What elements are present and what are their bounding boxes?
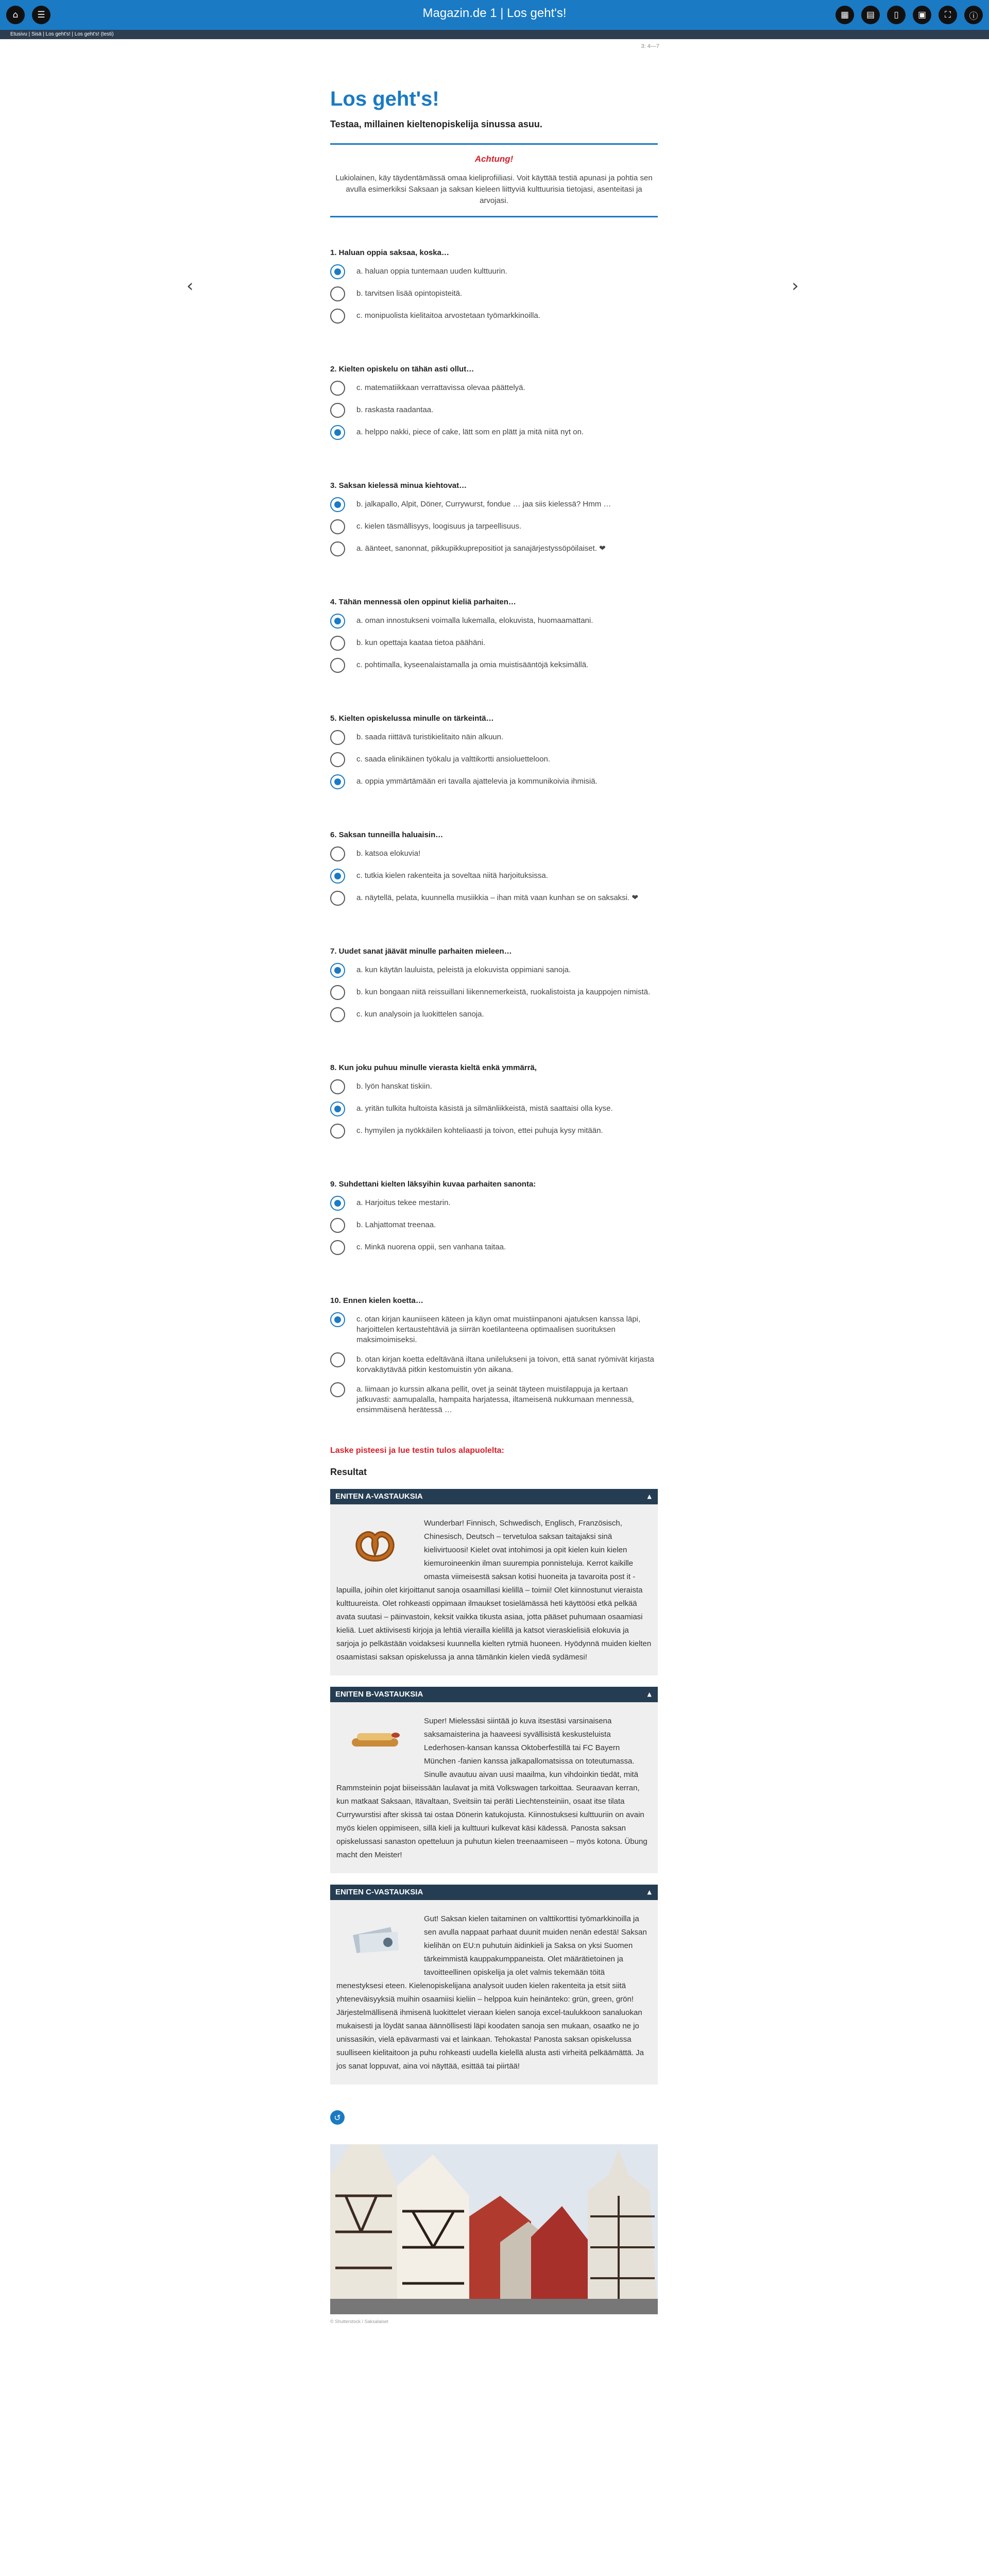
info-icon[interactable]: ⓘ: [964, 6, 983, 24]
score-hint: Laske pisteesi ja lue testin tulos alapuolelta:: [330, 1446, 504, 1455]
option-label: c. pohtimalla, kyseenalaistamalla ja omia muistisääntöjä keksimällä.: [356, 660, 589, 669]
option-label: c. saada elinikäinen työkalu ja valttikortti ansioluetteloon.: [356, 755, 551, 764]
radio-button[interactable]: [330, 264, 345, 279]
radio-button[interactable]: [330, 1312, 345, 1327]
radio-button[interactable]: [330, 381, 345, 396]
question-10: [330, 1296, 658, 1415]
option-label: a. Harjoitus tekee mestarin.: [356, 1198, 451, 1207]
grid-icon[interactable]: ▦: [835, 6, 854, 24]
book-icon[interactable]: ▤: [861, 6, 880, 24]
answer-option[interactable]: [330, 963, 658, 978]
radio-button[interactable]: [330, 1196, 345, 1211]
page-title: Los geht's!: [330, 88, 439, 110]
option-label: a. haluan oppia tuntemaan uuden kulttuurin.: [356, 267, 507, 276]
answer-option[interactable]: [330, 752, 658, 767]
question-5: [330, 714, 658, 789]
question-title: 7. Uudet sanat jäävät minulle parhaiten mieleen…: [330, 947, 512, 956]
radio-button[interactable]: [330, 1382, 345, 1397]
answer-option[interactable]: [330, 541, 658, 556]
result-text: Wunderbar! Finnisch, Schwedisch, Englisch, Französisch, Chinesisch, Deutsch – tervetuloa saksan taitajaksi sinä kielivirtuoosi! Kielet ovat intohimosi ja opit kielen kuin kielen kiemuroineenkin ilman suurempia ponnisteluja. Kerrot kaikille omasta viimeisestä saksan kotisi huoneita ja tavaroita post it -lapuilla, joihin olet kirjoittanut sanoja osaamillasi kielillä – toimii! Olet kiinnostunut vieraista kulttuureista. Olet rohkeasti oppimaan ilmaukset tosielämässä heti käyttöösi etkä pelkää avata suutasi – päinvastoin, keksit vaikka tikusta asiaa, jotta pääset puhumaan osaamiasi kieliä. Luet aktiivisesti kirjoja ja lehtiä vierailla kielillä ja katsot vieraskielisiä elokuvia ja sarjoja jo pelkästään voidaksesi kuunnella kielten rytmiä huoneen. Hyödynnä muiden kielten osaamistasi saksan opiskelussa ja anna tämänkin kielen viedä sydämesi!: [336, 1519, 652, 1662]
result-header[interactable]: [330, 1687, 658, 1702]
photo-caption: © Shutterstock / Saksalaiset: [330, 2319, 388, 2324]
question-title: 9. Suhdettani kielten läksyihin kuvaa parhaiten sanonta:: [330, 1180, 536, 1189]
answer-option[interactable]: [330, 1218, 658, 1233]
result-panel: [330, 1489, 658, 1675]
question-7: [330, 947, 658, 1022]
radio-button[interactable]: [330, 1079, 345, 1094]
answer-option[interactable]: [330, 891, 658, 906]
half-timbered-houses-image: [330, 2144, 658, 2314]
radio-button[interactable]: [330, 658, 345, 673]
question-title: 8. Kun joku puhuu minulle vierasta kieltä enkä ymmärrä,: [330, 1063, 537, 1072]
option-label: b. raskasta raadantaa.: [356, 405, 434, 414]
radio-button[interactable]: [330, 286, 345, 301]
result-header-label: ENITEN A-VASTAUKSIA: [335, 1492, 423, 1501]
radio-button[interactable]: [330, 403, 345, 418]
option-label: b. katsoa elokuvia!: [356, 849, 421, 858]
chevron-up-icon[interactable]: ▲: [647, 1493, 652, 1500]
question-1: [330, 248, 658, 324]
app-title: Magazin.de 1 | Los geht's!: [422, 6, 567, 20]
result-text: Gut! Saksan kielen taitaminen on valttikorttisi työmarkkinoilla ja sen avulla nappaat parhaat duunit muiden nenän edestä! Saksan kielihän on EU:n puhutuin äidinkieli ja Saksa on yksi Suomen tärkeimmistä kauppakumppaneista. Olet määrätietoinen ja tavoitteellinen opiskelija ja olet valmis tekemään töitä menestyksesi eteen. Kielenopiskelijana analysoit uuden kielen rakenteita ja etsit siitä yhteneväisyyksiä muihin osaamiisi kieliin – helppoa kuin heinänteko: grün, green, grön! Järjestelmällisenä ihmisenä luokittelet vieraan kielen sanoja excel-taulukkoon sanaluokan mukaisesti ja löydät sanaa äännöllisesti läpi koodaten sanoja sen mukaan, osaatko ne jo unissasikin, vielä epävarmasti vai et lainkaan. Tehokasta! Panosta saksan opiskelussa suulliseen kielitaitoon ja puhu rohkeasti uudella kielellä alusta asti virheitä pelkäämättä. Ja jos sanat loppuvat, aina voi näyttää, esittää tai piirtää!: [336, 1914, 647, 2071]
answer-option[interactable]: [330, 985, 658, 1000]
result-body: [330, 1504, 658, 1675]
reset-icon[interactable]: ↺: [330, 2110, 345, 2125]
option-label: b. lyön hanskat tiskiin.: [356, 1082, 432, 1091]
option-label: c. hymyilen ja nyökkäilen kohteliaasti ja toivon, ettei puhuja kysy mitään.: [356, 1126, 603, 1135]
option-label: c. otan kirjan kauniiseen käteen ja käyn omat muistiinpanoni ajatuksen kanssa läpi, harjoittelen kertaustehtäviä ja siirrän koetilanteena optimaalisen suorituksen maksimoimiseksi.: [356, 1315, 641, 1344]
radio-button[interactable]: [330, 963, 345, 978]
page-subtitle: Testaa, millainen kieltenopiskelija sinussa asuu.: [330, 119, 542, 129]
radio-button[interactable]: [330, 730, 345, 745]
answer-option[interactable]: [330, 1101, 658, 1116]
result-body: [330, 1702, 658, 1873]
answer-option[interactable]: [330, 497, 658, 512]
answer-option[interactable]: [330, 869, 658, 884]
answer-option[interactable]: [330, 403, 658, 418]
question-2: [330, 365, 658, 440]
pretzel-icon: [347, 1520, 403, 1566]
option-label: c. kielen täsmällisyys, loogisuus ja tarpeellisuus.: [356, 522, 522, 531]
radio-button[interactable]: [330, 1352, 345, 1367]
radio-button[interactable]: [330, 869, 345, 884]
radio-button[interactable]: [330, 1101, 345, 1116]
answer-option[interactable]: [330, 774, 658, 789]
answer-option[interactable]: [330, 425, 658, 440]
radio-button[interactable]: [330, 519, 345, 534]
radio-button[interactable]: [330, 774, 345, 789]
radio-button[interactable]: [330, 541, 345, 556]
option-label: c. monipuolista kielitaitoa arvostetaan työmarkkinoilla.: [356, 311, 540, 320]
answer-option[interactable]: [330, 1352, 658, 1375]
chevron-up-icon[interactable]: ▲: [647, 1691, 652, 1698]
result-header-label: ENITEN B-VASTAUKSIA: [335, 1690, 423, 1699]
radio-button[interactable]: [330, 1007, 345, 1022]
question-8: [330, 1063, 658, 1139]
question-title: 3. Saksan kielessä minua kiehtovat…: [330, 481, 467, 490]
answer-option[interactable]: [330, 846, 658, 861]
question-title: 6. Saksan tunneilla haluaisin…: [330, 831, 444, 839]
option-label: c. matematiikkaan verrattavissa olevaa päättelyä.: [356, 383, 525, 392]
radio-button[interactable]: [330, 636, 345, 651]
answer-option[interactable]: [330, 519, 658, 534]
option-label: c. kun analysoin ja luokittelen sanoja.: [356, 1010, 484, 1019]
option-label: c. Minkä nuorena oppii, sen vanhana taitaa.: [356, 1243, 506, 1251]
main-content: [330, 88, 658, 2324]
option-label: b. tarvitsen lisää opintopisteitä.: [356, 289, 463, 298]
answer-option[interactable]: [330, 1124, 658, 1139]
radio-button[interactable]: [330, 985, 345, 1000]
results-heading: Resultat: [330, 1467, 367, 1477]
breadcrumb[interactable]: Etusivu | Sisä | Los geht's! | Los geht's! (testi): [0, 30, 989, 39]
achtung-label: Achtung!: [474, 154, 514, 164]
result-body: [330, 1900, 658, 2084]
radio-button[interactable]: [330, 425, 345, 440]
chevron-left-icon[interactable]: ‹: [186, 276, 194, 296]
question-title: 5. Kielten opiskelussa minulle on tärkeintä…: [330, 714, 494, 723]
question-3: [330, 481, 658, 556]
info-text: Lukiolainen, käy täydentämässä omaa kieliprofiiliasi. Voit käyttää testiä apunasi ja pohtia sen avulla esimerkiksi Saksaan ja saksan kieleen liittyviä kulttuurisia tietojasi, asenteitasi ja arvojasi.: [335, 174, 653, 205]
answer-option[interactable]: [330, 1007, 658, 1022]
menu-icon[interactable]: ☰: [32, 6, 50, 24]
option-label: a. näytellä, pelata, kuunnella musiikkia – ihan mitä vaan kunhan se on saksaksi. ❤: [356, 893, 639, 902]
option-label: b. saada riittävä turistikielitaito näin alkuun.: [356, 733, 504, 741]
radio-button[interactable]: [330, 846, 345, 861]
radio-button[interactable]: [330, 1124, 345, 1139]
radio-button[interactable]: [330, 309, 345, 324]
option-label: a. helppo nakki, piece of cake, lätt som en plätt ja mitä niitä nyt on.: [356, 428, 584, 436]
question-title: 2. Kielten opiskelu on tähän asti ollut…: [330, 365, 474, 374]
answer-option[interactable]: [330, 1312, 658, 1345]
radio-button[interactable]: [330, 752, 345, 767]
answer-option[interactable]: [330, 614, 658, 629]
question-6: [330, 831, 658, 906]
option-label: c. tutkia kielen rakenteita ja soveltaa niitä harjoituksissa.: [356, 871, 548, 880]
option-label: a. kun käytän lauluista, peleistä ja elokuvista oppimiani sanoja.: [356, 965, 571, 974]
fullscreen-icon[interactable]: ⛶: [939, 6, 957, 24]
option-label: a. oppia ymmärtämään eri tavalla ajattelevia ja kommunikoivia ihmisiä.: [356, 777, 598, 786]
option-label: a. liimaan jo kurssin alkana pellit, ovet ja seinät täyteen muistilappuja ja kertaan jatkuvasti: aamupalalla, hampaita harjatessa, iltameisenä nukkumaan mennessä, ensimmäisenä herätessä …: [356, 1385, 634, 1414]
top-bar: [0, 0, 989, 30]
bookmark-icon[interactable]: ▯: [887, 6, 906, 24]
result-panel: [330, 1687, 658, 1873]
answer-option[interactable]: [330, 636, 658, 651]
result-panel: [330, 1885, 658, 2084]
result-header[interactable]: [330, 1885, 658, 1900]
option-label: a. oman innostukseni voimalla lukemalla, elokuvista, huomaamattani.: [356, 616, 593, 625]
questions-list: [330, 248, 658, 1415]
answer-option[interactable]: [330, 286, 658, 301]
answer-option[interactable]: [330, 1079, 658, 1094]
radio-button[interactable]: [330, 497, 345, 512]
print-icon[interactable]: ▣: [913, 6, 931, 24]
radio-button[interactable]: [330, 1218, 345, 1233]
home-icon[interactable]: ⌂: [6, 6, 25, 24]
chevron-up-icon[interactable]: ▲: [647, 1889, 652, 1895]
answer-option[interactable]: [330, 730, 658, 745]
option-label: a. yritän tulkita hultoista käsistä ja silmänliikkeistä, mistä saattaisi olla kyse.: [356, 1104, 613, 1113]
question-title: 10. Ennen kielen koetta…: [330, 1296, 423, 1305]
radio-button[interactable]: [330, 891, 345, 906]
option-label: b. kun opettaja kaataa tietoa päähäni.: [356, 638, 486, 647]
option-label: a. äänteet, sanonnat, pikkupikkuprepositiot ja sanajärjestyssöpöilaiset. ❤: [356, 544, 606, 553]
option-label: b. Lahjattomat treenaa.: [356, 1221, 436, 1229]
answer-option[interactable]: [330, 264, 658, 279]
option-label: b. jalkapallo, Alpit, Döner, Currywurst, fondue … jaa siis kielessä? Hmm …: [356, 500, 611, 509]
euro-notes-icon: [347, 1916, 403, 1962]
chevron-right-icon[interactable]: ›: [792, 276, 799, 296]
sausage-icon: [347, 1718, 403, 1764]
question-title: 4. Tähän mennessä olen oppinut kieliä parhaiten…: [330, 598, 516, 606]
answer-option[interactable]: [330, 381, 658, 396]
question-title: 1. Haluan oppia saksaa, koska…: [330, 248, 449, 257]
answer-option[interactable]: [330, 309, 658, 324]
info-box: [330, 143, 658, 217]
answer-option[interactable]: [330, 1382, 658, 1415]
answer-option[interactable]: [330, 1240, 658, 1255]
answer-option[interactable]: [330, 1196, 658, 1211]
page-number: 3: 4—7: [641, 43, 659, 49]
result-text: Super! Mielessäsi siintää jo kuva itsestäsi varsinaisena saksamaisterina ja haaveesi syvällisistä keskusteluista Lederhosen-kansan kanssa Oktoberfestillä tai FC Bayern München -fanien kanssa jalkapallomatsissa on toteutumassa. Sinulle avautuu aivan uusi maailma, kun vihdoinkin tiedät, mitä Rammsteinin pojat biiseissään laulavat ja mitä Volkswagen tarkoittaa. Seuraavan kerran, kun matkaat Saksaan, Itävaltaan, Sveitsiin tai peräti Liechtensteiniin, osaat itse tilata Currywurstisi after skissä tai ostaa Dönerin katukojusta. Kiinnostuksesi kulttuuriin on avain myös kielen oppimiseen, sillä kieli ja kulttuuri kulkevat käsi kädessä. Panosta saksan opiskelussasi sanaston opetteluun ja puhutun kielen treenaamiseen – myös kotona. Übung macht den Meister!: [336, 1717, 647, 1859]
result-header[interactable]: [330, 1489, 658, 1504]
answer-option[interactable]: [330, 658, 658, 673]
question-9: [330, 1180, 658, 1255]
radio-button[interactable]: [330, 1240, 345, 1255]
question-4: [330, 598, 658, 673]
option-label: b. kun bongaan niitä reissuillani liikennemerkeistä, ruokalistoista ja kauppojen nimistä.: [356, 988, 651, 996]
radio-button[interactable]: [330, 614, 345, 629]
results-list: [330, 1489, 658, 2084]
result-header-label: ENITEN C-VASTAUKSIA: [335, 1888, 423, 1896]
option-label: b. otan kirjan koetta edeltävänä iltana unilelukseni ja toivon, että sanat ryömivät kirjasta korvakäytävää pitkin kestomuistin yön aikana.: [356, 1355, 654, 1374]
